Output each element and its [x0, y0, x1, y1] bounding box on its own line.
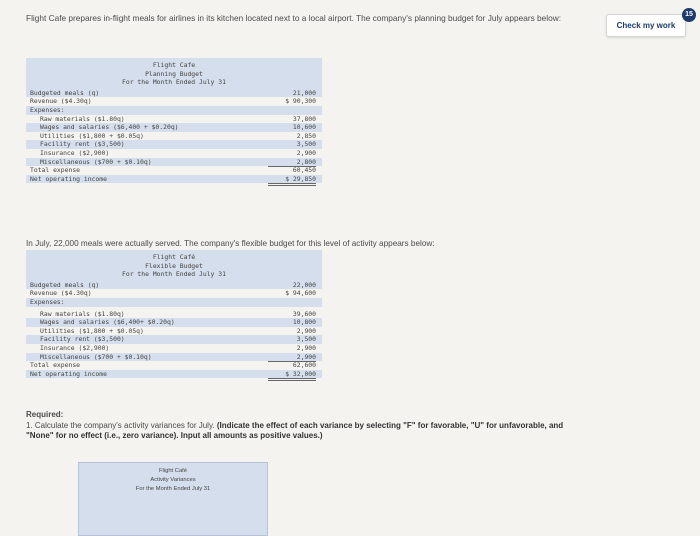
table-period: For the Month Ended July 31 [135, 486, 211, 492]
table-title: Activity Variances [150, 477, 196, 483]
row-label: Expenses: [30, 105, 65, 114]
row-label: Utilities ($1,800 + $0.05q) [40, 131, 144, 140]
total-value: 62,600 [268, 361, 316, 371]
actual-activity-sentence: In July, 22,000 meals were actually served. The company's flexible budget for this level of activity appears below: [26, 239, 435, 248]
row-label: Raw materials ($1.80q) [40, 309, 125, 318]
expense-row [26, 158, 322, 167]
net-income-row [26, 175, 322, 184]
flexible-budget-header [26, 250, 322, 281]
expense-row [26, 353, 322, 362]
expense-row [26, 344, 322, 353]
company-name: Flight Cafe [152, 61, 196, 69]
expense-row [26, 327, 322, 336]
budget-title: Flexible Budget [145, 261, 203, 270]
row-label: Facility rent ($3,500) [40, 140, 125, 149]
total-value: 60,450 [268, 166, 316, 176]
planning-budget-header [26, 58, 322, 89]
net-income-value: $ 32,000 [268, 370, 316, 382]
attempts-badge: 15 [682, 8, 696, 22]
row-label: Miscellaneous ($700 + $0.10q) [40, 352, 152, 361]
expense-value: 10,600 [292, 123, 316, 132]
expenses-header-row [26, 298, 322, 307]
expense-row [26, 140, 322, 149]
row-label: Miscellaneous ($700 + $0.10q) [40, 157, 152, 166]
row-label: Budgeted meals (q) [30, 280, 100, 289]
expense-value: 39,600 [292, 309, 316, 318]
row-label: Raw materials ($1.80q) [40, 114, 125, 123]
total-expense-row [26, 166, 322, 175]
row-label: Total expense [30, 166, 81, 175]
expense-value: 2,900 [296, 343, 316, 352]
meals-value: 22,000 [292, 280, 316, 289]
required-instruction [26, 421, 586, 442]
planning-budget-table [26, 58, 322, 183]
budget-period: For the Month Ended July 31 [122, 78, 226, 87]
row-label: Budgeted meals (q) [30, 88, 100, 97]
expense-value: 2,850 [296, 131, 316, 140]
row-label: Facility rent ($3,500) [40, 335, 125, 344]
row-label: Revenue ($4.30q) [30, 289, 92, 298]
expense-value: 2,900 [296, 326, 316, 335]
expense-value: 10,800 [292, 318, 316, 327]
row-label: Utilities ($1,800 + $0.05q) [40, 326, 144, 335]
budget-title: Planning Budget [145, 69, 203, 78]
row-label: Net operating income [30, 174, 107, 183]
check-my-work-button[interactable]: Check my work [606, 14, 686, 37]
company-name: Flight Café [158, 468, 188, 474]
check-work-area [606, 11, 693, 37]
row-label: Total expense [30, 361, 81, 370]
intro-text: Flight Cafe prepares in-flight meals for airlines in its kitchen located next to a local airport. The company's planning budget for July appears below: [26, 13, 562, 23]
company-name: Flight Café [152, 253, 196, 261]
expense-row [26, 149, 322, 158]
revenue-value: $ 94,600 [285, 289, 316, 298]
expense-value: 2,900 [296, 148, 316, 157]
budget-period: For the Month Ended July 31 [122, 270, 226, 279]
expense-row [26, 335, 322, 344]
instruction-note: (Indicate the effect of each variance by selecting "F" for favorable, "U" for unfavorable, and "None" for no effect (i.e., zero variance). Input all amounts as positive values.) [26, 420, 564, 440]
meals-value: 21,000 [292, 88, 316, 97]
total-expense-row [26, 361, 322, 370]
row-label: Revenue ($4.30q) [30, 97, 92, 106]
required-heading: Required: [26, 410, 64, 419]
expense-value: 3,500 [296, 335, 316, 344]
net-income-row [26, 370, 322, 379]
row-label: Wages and salaries ($6,400+ $0.20q) [40, 318, 175, 327]
row-label: Insurance ($2,900) [40, 148, 110, 157]
row-label: Insurance ($2,900) [40, 343, 110, 352]
expense-value: 2,800 [268, 158, 316, 168]
expense-row [26, 132, 322, 141]
row-label: Net operating income [30, 369, 107, 378]
expense-value: 2,900 [268, 353, 316, 363]
activity-variances-table [78, 462, 268, 536]
expenses-header-row [26, 106, 322, 115]
flexible-budget-table [26, 250, 322, 378]
net-income-value: $ 29,850 [268, 175, 316, 187]
expense-value: 37,800 [292, 114, 316, 123]
row-label: Wages and salaries ($6,400 + $0.20q) [40, 123, 179, 132]
row-label: Expenses: [30, 297, 65, 306]
required-section [26, 410, 586, 442]
expense-value: 3,500 [296, 140, 316, 149]
revenue-value: $ 90,300 [285, 97, 316, 106]
instruction-text: 1. Calculate the company's activity variances for July. [26, 420, 215, 430]
